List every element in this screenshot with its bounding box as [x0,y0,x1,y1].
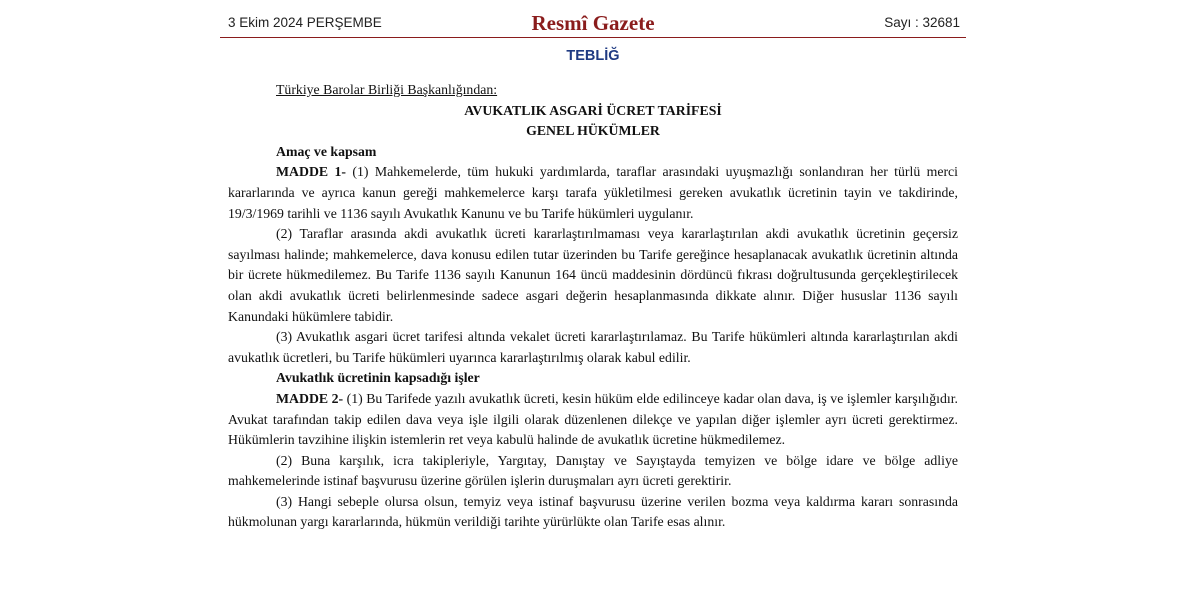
paragraph-text: (1) Mahkemelerde, tüm hukuki yardımlarda, taraflar arasındaki uyuşmazlığı sonlandıran her türlü merci kararlarında ve ayrıca kanun gereği mahkemelerce karşı tarafa yükletilmesi gereken avukatlık ücretinin tayin ve takdirinde, 19/3/1969 tarihli ve 1136 sayılı Avukatlık Kanunu ve bu Tarife hükümleri uygulanır. [228,164,958,221]
section-heading: Avukatlık ücretinin kapsadığı işler [276,370,480,386]
gazette-header [220,10,966,38]
document-subtitle: GENEL HÜKÜMLER [526,123,660,139]
issue-number: Sayı : 32681 [884,15,960,30]
gazette-title: Resmî Gazete [531,11,655,35]
paragraph-text: (1) Bu Tarifede yazılı avukatlık ücreti, kesin hüküm elde edilinceye kadar olan dava, iş ve işlemler karşılığıdır. Avukat tarafından takip edilen dava veya işle ilgili olarak düzenlenen dilekçe ve yapılan diğer işlemler ayrı ücreti gerektirmez. Hükümlerin tavzihine ilişkin istemlerin ret veya kabulü halinde de avukatlık ücretine hükmedilemez. [228,390,958,448]
article-label: MADDE 1- [276,164,346,180]
article-paragraph: (3) Avukatlık asgari ücret tarifesi altında vekalet ücreti kararlaştırılamaz. Bu Tarife hükümleri altında kararlaştırılan akdi avukatlık ücretleri, bu Tarife hükümleri uyarınca kararlaştırılmış olarak kabul edilir. [228,329,958,365]
article-paragraph [228,389,958,451]
issuing-authority: Türkiye Barolar Birliği Başkanlığından: [276,82,498,97]
article-paragraph [228,162,958,224]
article-paragraph: (2) Taraflar arasında akdi avukatlık ücreti kararlaştırılmaması veya kararlaştırılan akdi avukatlık ücretinin geçersiz sayılması halinde; mahkemelerce, dava konusu edilen tutar üzerinden bu Tarife gereğince hesaplanacak avukatlık ücretinin altında bir ücrete hükmedilemez. Bu Tarife 1136 sayılı Kanunun 164 üncü maddesinin dördüncü fıkrası doğrultusunda gerçekleştirilecek olan akdi avukatlık ücreti belirlenmesinde sadece asgari değerin hesaplanmasında dikkate alınır. Diğer hususlar 1136 sayılı Kanundaki hükümlere tabidir. [228,226,958,324]
header-divider [220,37,966,38]
document-body [228,80,958,533]
document-title: AVUKATLIK ASGARİ ÜCRET TARİFESİ [464,102,722,118]
article-paragraph: (2) Buna karşılık, icra takipleriyle, Yargıtay, Danıştay ve Sayıştayda temyizen ve bölge idare ve bölge adliye mahkemelerinde istinaf başvurusu üzerine görülen işlerin duruşmaları ayrı ücreti gerektirir. [228,452,958,489]
publication-date: 3 Ekim 2024 PERŞEMBE [228,15,382,30]
section-label: TEBLİĞ [566,48,620,64]
article-paragraph: (3) Hangi sebeple olursa olsun, temyiz veya istinaf başvurusu üzerine verilen bozma veya kaldırma kararı sonrasında hükmolunan yargı kararlarında, hükmün verildiği tarihte yürürlükte olan Tarife esas alınır. [228,493,958,530]
section-heading: Amaç ve kapsam [276,143,377,159]
article-label: MADDE 2- [276,390,344,406]
